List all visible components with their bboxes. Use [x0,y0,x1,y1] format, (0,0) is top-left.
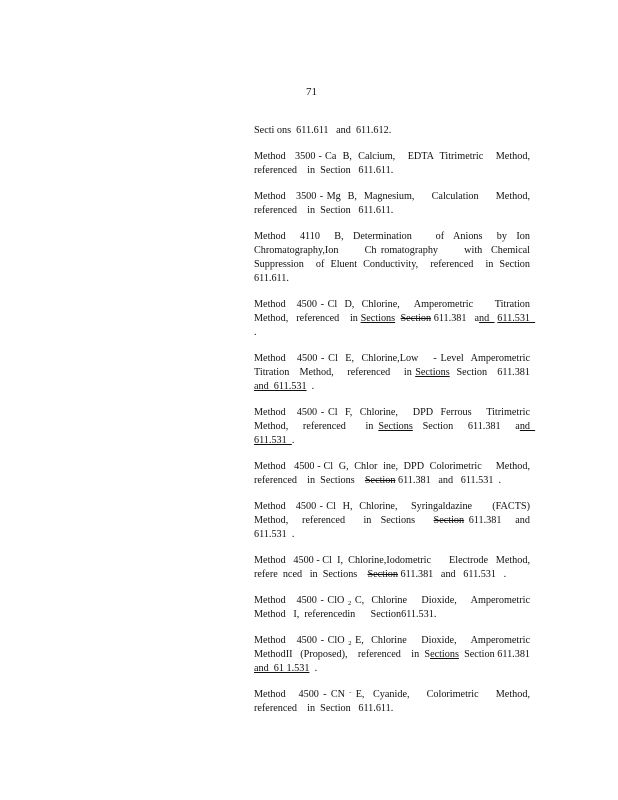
text-segment: Method 4500 - Cl I, Chlorine,Iodometric Electrode Method, refere nced in Sections [254,555,533,580]
text-segment: Method 3500 - Mg B, Magnesium, Calculation Method, referenced in Section 611.611. [254,191,533,216]
inserted-text: 611.531 [497,313,536,324]
method-paragraph [254,460,533,488]
text-segment: Method 4500 - CN [254,689,350,700]
method-paragraph [254,230,533,286]
inserted-text: and 611.531 [254,381,307,392]
inserted-text: Sections [360,313,396,324]
deleted-text: Section [364,475,396,486]
text-segment: Secti ons 611.611 and 611.612. [254,125,392,136]
method-paragraph [254,406,536,448]
deleted-text: Section [367,569,398,580]
text-segment: Section 611.381 [458,649,538,660]
method-paragraph [254,190,533,218]
text-segment: . [309,663,318,674]
text-segment: . [291,435,295,446]
text-segment: Method 4500 - Cl E, Chlorine,Low - Level Amperometric Titration Method, referenced in [254,353,533,378]
inserted-text: and 61 1.531 [254,663,310,674]
text-segment: Method 4500 - Cl F, Chlorine, DPD Ferrous Titrimetric Method, referenced in [254,407,533,432]
text-segment: Method 4500 - ClO [254,635,349,646]
text-segment: Method 4500 - Cl H, Chlorine, Syringaldazine (FACTS) Method, referenced in Sections [254,501,533,526]
method-paragraph [254,688,533,716]
text-segment: Section 611.381 [449,367,533,378]
text-segment: 611.381 and 611.531 . [254,515,533,540]
inserted-text: nd [479,313,495,324]
text-segment [535,421,538,432]
text-segment: 2 [348,640,352,647]
text-segment: Method 4110 B, Determination of Anions by Ion Chromatography,Ion Ch romatography with Chemical Suppression of Eluent Conductivity, referenced in Section 611.611. [254,231,533,284]
page-number: 71 [306,86,317,98]
text-segment: Method 3500 - Ca B, Calcium, EDTA Titrimetric Method, referenced in Section 611.611. [254,151,533,176]
inserted-text: Sections [415,367,450,378]
text-segment: - [349,689,352,696]
inserted-text: nd [519,421,536,432]
text-segment: . [254,327,257,338]
method-paragraph [254,594,533,622]
inserted-text: 611.531 [254,435,292,446]
text-segment: Method 4500 - Cl D, Chlorine, Amperometric Titration Method, referenced in [254,299,533,324]
text-segment: . [306,381,315,392]
method-paragraph [254,500,533,542]
inserted-text: ections [430,649,459,660]
method-paragraph [254,150,533,178]
text-segment: Method 4500 - Cl G, Chlor ine, DPD Colorimetric Method, referenced in Sections [254,461,533,486]
text-segment: E, Chlorine Dioxide, Amperometric MethodII (Proposed), referenced in S [254,635,533,660]
method-paragraph [254,124,530,138]
text-segment: Section 611.381 a [412,421,520,432]
text-segment: 611.381 a [431,313,480,324]
text-segment: Method 4500 - ClO [254,595,349,606]
text-segment: 611.381 and 611.531 . [395,475,502,486]
method-paragraph [254,298,536,340]
method-paragraph [254,634,538,676]
text-segment: E, Cyanide, Colorimetric Method, referenced in Section 611.611. [254,689,533,714]
deleted-text: Section [400,313,432,324]
text-segment: 2 [348,600,352,607]
inserted-text: Sections [378,421,413,432]
text-segment: C, Chlorine Dioxide, Amperometric Method I, referencedin Section611.531. [254,595,533,620]
text-segment: 611.381 and 611.531 . [398,569,507,580]
method-paragraph [254,352,533,394]
deleted-text: Section [433,515,465,526]
method-paragraph [254,554,533,582]
document-body [254,124,538,728]
